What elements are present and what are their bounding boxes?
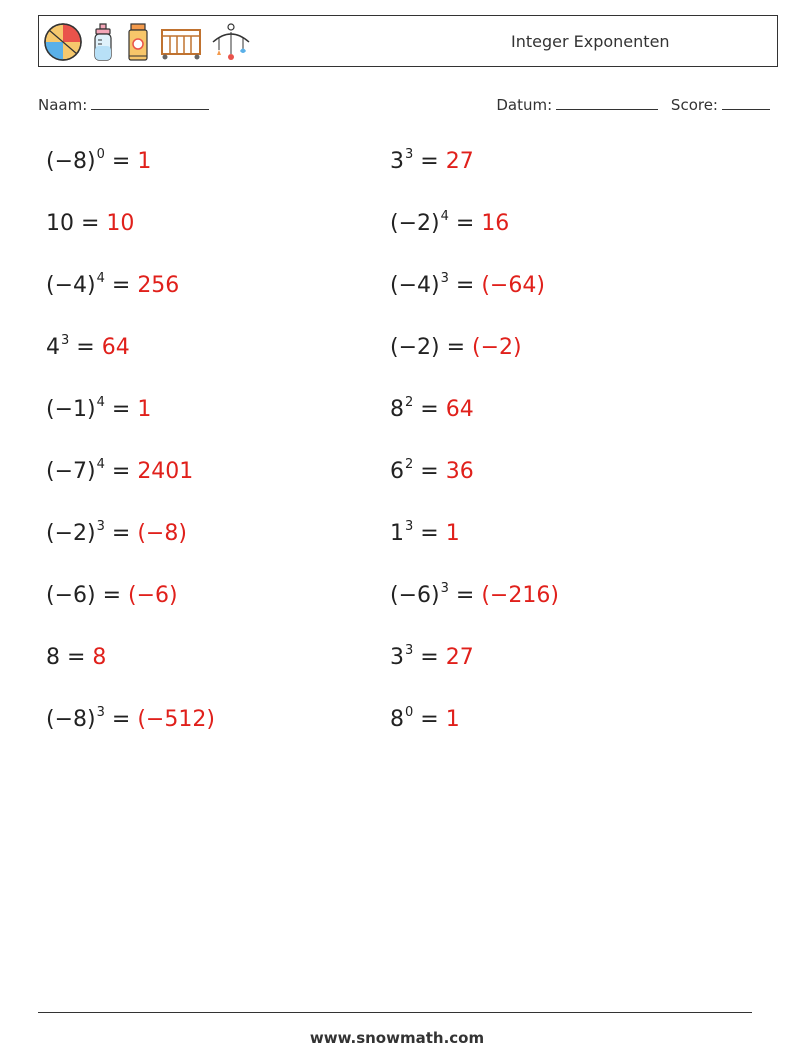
problem-item [390,457,474,487]
problem-item [390,519,460,549]
equals-sign: = [74,211,107,236]
date-label: Datum: [496,96,553,114]
problem-exponent: 4 [96,271,105,286]
problem-answer: 64 [445,397,474,422]
problem-base: 3 [390,645,404,670]
score-label: Score: [670,96,718,114]
problem-item [390,705,460,735]
problem-item [46,705,215,735]
problem-base: (−4) [46,273,96,298]
equals-sign: = [104,149,138,174]
problem-answer: 8 [92,645,107,670]
problem-base: (−2) [390,335,440,360]
problem-exponent: 3 [61,333,70,348]
problem-answer: (−216) [481,583,559,608]
problem-answer: 1 [445,521,460,546]
problem-answer: (−8) [137,521,187,546]
equals-sign: = [413,707,446,732]
problem-answer: 64 [101,335,130,360]
problem-answer: 16 [481,211,510,236]
problem-exponent: 3 [405,147,414,162]
problem-answer: (−6) [128,583,178,608]
equals-sign: = [413,397,446,422]
problem-exponent: 3 [405,643,414,658]
problem-base: (−1) [46,397,96,422]
equals-sign: = [413,645,446,670]
problem-item [390,643,474,673]
problem-exponent: 3 [96,705,105,720]
problem-exponent: 4 [96,395,105,410]
problem-base: 8 [390,397,404,422]
problem-item [46,643,106,673]
problem-exponent: 3 [405,519,414,534]
problem-item [46,457,193,487]
equals-sign: = [413,521,446,546]
problem-base: (−2) [390,211,440,236]
problem-base: 8 [390,707,404,732]
problem-base: 1 [390,521,404,546]
equals-sign: = [95,583,129,608]
problem-answer: 1 [445,707,460,732]
problem-answer: (−512) [137,707,215,732]
equals-sign: = [104,273,138,298]
problem-answer: (−2) [472,335,522,360]
problem-exponent: 3 [440,271,449,286]
problem-item [46,395,151,425]
problem-item [46,333,130,363]
problem-base: 6 [390,459,404,484]
problem-answer: 1 [137,149,152,174]
problem-base: 8 [46,645,60,670]
problem-item [46,271,179,301]
problem-item [390,209,509,239]
problem-answer: (−64) [481,273,545,298]
problem-item [390,581,559,611]
problem-exponent: 2 [405,457,414,472]
problem-base: (−8) [46,707,96,732]
problem-exponent: 4 [440,209,449,224]
footer-url: www.snowmath.com [309,1029,485,1047]
equals-sign: = [413,459,446,484]
problem-base: 10 [46,211,74,236]
problem-answer: 2401 [137,459,194,484]
equals-sign: = [60,645,93,670]
problem-exponent: 2 [405,395,414,410]
problem-base: 3 [390,149,404,174]
problem-item [46,209,134,239]
problem-base: (−4) [390,273,440,298]
problem-exponent: 4 [96,457,105,472]
equals-sign: = [104,459,138,484]
problem-exponent: 3 [96,519,105,534]
problem-base: (−6) [390,583,440,608]
equals-sign: = [104,397,138,422]
footer-divider [38,1012,752,1013]
problem-answer: 27 [445,149,474,174]
equals-sign: = [413,149,446,174]
problem-exponent: 3 [440,581,449,596]
problem-base: (−2) [46,521,96,546]
problem-item [390,271,545,301]
problem-answer: 36 [445,459,474,484]
equals-sign: = [104,707,138,732]
equals-sign: = [104,521,138,546]
problem-base: 4 [46,335,60,360]
problem-base: (−7) [46,459,96,484]
equals-sign: = [448,583,482,608]
problem-base: (−6) [46,583,96,608]
problem-answer: 27 [445,645,474,670]
equals-sign: = [448,211,482,236]
problem-answer: 256 [137,273,180,298]
problem-item [390,147,474,177]
problem-exponent: 0 [405,705,414,720]
problem-answer: 10 [106,211,135,236]
problem-answer: 1 [137,397,152,422]
equals-sign: = [439,335,473,360]
worksheet-title: Integer Exponenten [511,32,670,51]
problem-item [390,333,522,363]
problem-exponent: 0 [96,147,105,162]
problem-base: (−8) [46,149,96,174]
problem-item [46,581,178,611]
problem-item [46,147,151,177]
problem-item [46,519,187,549]
equals-sign: = [69,335,102,360]
problem-item [390,395,474,425]
name-label: Naam: [38,96,88,114]
equals-sign: = [448,273,482,298]
